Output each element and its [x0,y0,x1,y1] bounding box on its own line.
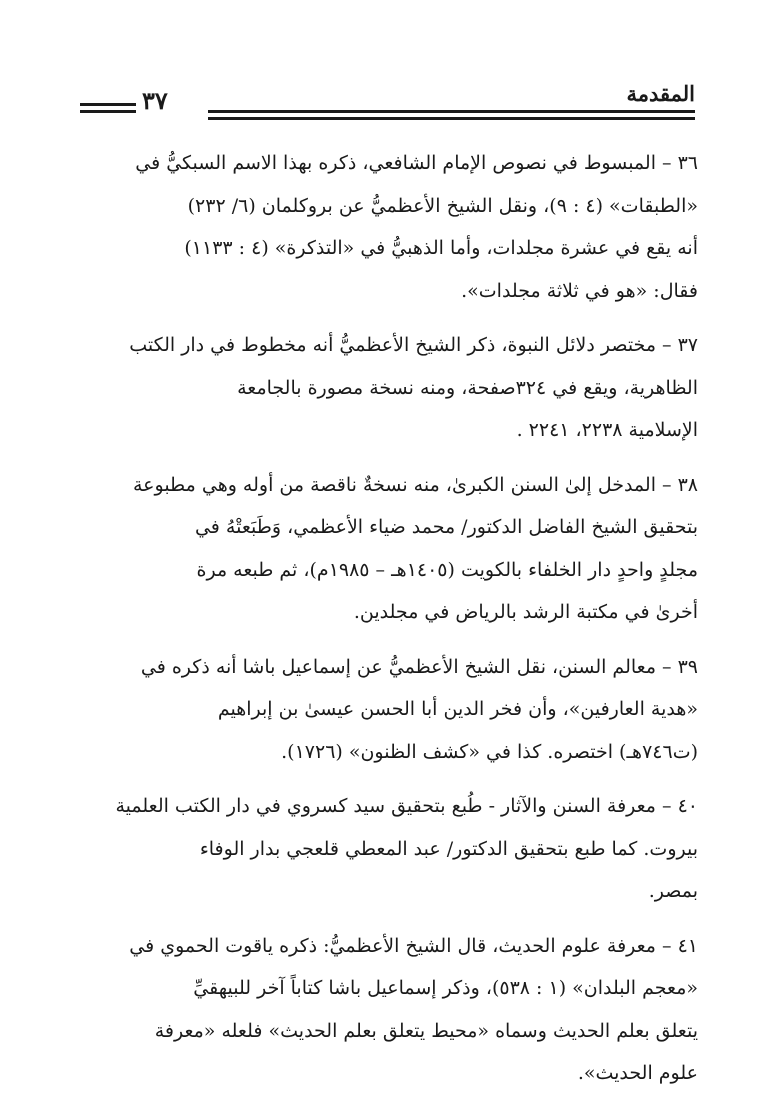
entry-line: الإسلامية ٢٢٣٨، ٢٢٤١ . [516,419,698,441]
entry-line: ٤١ – معرفة علوم الحديث، قال الشيخ الأعظميُّ: ذكره ياقوت الحموي في [129,934,698,957]
entry-line: «معجم البلدان» (١ : ٥٣٨)، وذكر إسماعيل باشا كتاباً آخر للبيهقيِّ [193,977,698,999]
page-number: ٣٧ [142,86,168,115]
page-header [80,80,695,122]
header-rule-left-bottom [80,110,136,113]
entry-line: «الطبقات» (٤ : ٩)، ونقل الشيخ الأعظميُّ عن بروكلمان (٦/ ٢٣٢) [187,194,698,217]
entry-line: الظاهرية، ويقع في ٣٢٤صفحة، ومنه نسخة مصورة بالجامعة [237,376,698,399]
entry-line: بمصر. [648,880,698,902]
entry-line: ٣٩ – معالم السنن، نقل الشيخ الأعظميُّ عن إسماعيل باشا أنه ذكره في [140,655,698,678]
running-title: المقدمة [626,81,695,106]
entry-38 [80,464,698,634]
entry-line: علوم الحديث». [577,1062,698,1084]
entry-line: أنه يقع في عشرة مجلدات، وأما الذهبيُّ في «التذكرة» (٤ : ١١٣٣) [184,237,698,259]
entries-list [80,142,698,1107]
entry-line: ٣٧ – مختصر دلائل النبوة، ذكر الشيخ الأعظميُّ أنه مخطوط في دار الكتب [129,334,698,356]
entry-line: أخرىٰ في مكتبة الرشد بالرياض في مجلدين. [353,601,698,623]
entry-37 [80,324,698,452]
entry-line: مجلدٍ واحدٍ دار الخلفاء بالكويت (١٤٠٥هـ – ١٩٨٥م)، ثم طبعه مرة [196,558,698,581]
entry-line: ٤٠ – معرفة السنن والآثار - طُبع بتحقيق سيد كسروي في دار الكتب العلمية [115,795,698,817]
header-rule-left-top [80,103,136,106]
entry-40 [80,785,698,913]
entry-39 [80,646,698,774]
entry-line: يتعلق بعلم الحديث وسماه «محيط يتعلق بعلم الحديث» فلعله «معرفة [154,1019,698,1042]
entry-line: ٣٨ – المدخل إلىٰ السنن الكبرىٰ، منه نسخةٌ ناقصة من أوله وهي مطبوعة [132,473,698,496]
entry-41 [80,925,698,1095]
entry-line: «هدية العارفين»، وأن فخر الدين أبا الحسن عيسىٰ بن إبراهيم [217,698,698,720]
entry-line: بيروت. كما طبع بتحقيق الدكتور/ عبد المعطي قلعجي بدار الوفاء [199,837,698,860]
entry-line: فقال: «هو في ثلاثة مجلدات». [461,279,698,302]
entry-line: (ت٧٤٦هـ) اختصره. كذا في «كشف الظنون» (١٧٢٦). [281,740,698,763]
entry-line: ٣٦ – المبسوط في نصوص الإمام الشافعي، ذكره بهذا الاسم السبكيُّ في [135,152,698,174]
header-rule-right-top [208,110,695,113]
entry-line: بتحقيق الشيخ الفاضل الدكتور/ محمد ضياء الأعظمي، وَطَبَعتْهُ في [194,516,698,538]
header-rule-right-bottom [208,117,695,120]
entry-36 [80,142,698,312]
